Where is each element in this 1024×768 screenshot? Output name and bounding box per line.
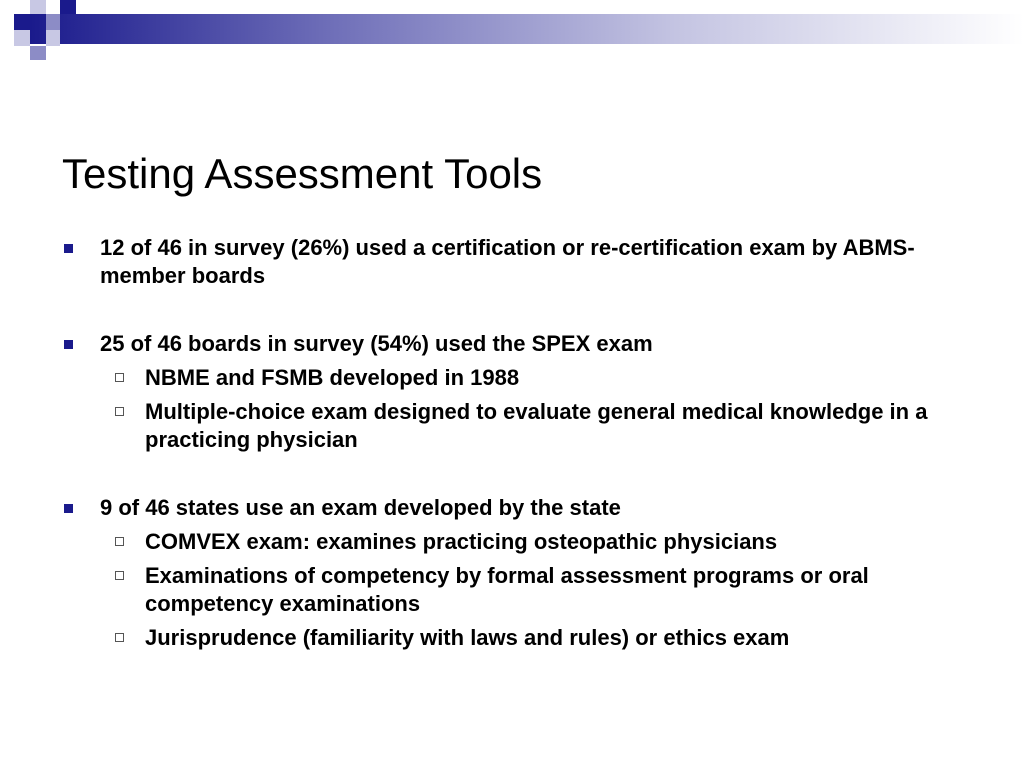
- sub-bullet-item: [145, 364, 965, 392]
- bullet-item: [100, 494, 968, 522]
- bullet-text: 25 of 46 boards in survey (54%) used the SPEX exam: [100, 331, 653, 356]
- bullet-list: [0, 234, 1024, 652]
- sub-bullet-item: [145, 624, 965, 652]
- sub-bullet-item: [145, 562, 965, 618]
- header-square-dark: [14, 14, 30, 30]
- sub-bullet-item: [145, 528, 965, 556]
- hollow-square-bullet-icon: [115, 407, 124, 416]
- header-square-dark-2: [60, 0, 76, 14]
- bullet-text: 9 of 46 states use an exam developed by the state: [100, 495, 621, 520]
- header-gradient-bar: [30, 14, 1024, 44]
- slide-title: Testing Assessment Tools: [62, 150, 543, 197]
- sub-bullet-text: NBME and FSMB developed in 1988: [145, 365, 520, 390]
- square-bullet-icon: [64, 340, 73, 349]
- hollow-square-bullet-icon: [115, 537, 124, 546]
- header-square-light: [30, 0, 46, 14]
- bullet-item: [100, 330, 968, 358]
- sub-bullet-text: Multiple-choice exam designed to evaluate general medical knowledge in a practicing physician: [145, 399, 928, 452]
- square-bullet-icon: [64, 244, 73, 253]
- header-square-mid: [46, 14, 60, 30]
- bullet-item: [100, 234, 968, 290]
- header-square-mid-2: [30, 46, 46, 60]
- hollow-square-bullet-icon: [115, 571, 124, 580]
- sub-bullet-text: COMVEX exam: examines practicing osteopathic physicians: [145, 529, 778, 554]
- hollow-square-bullet-icon: [115, 373, 124, 382]
- sub-bullet-text: Jurisprudence (familiarity with laws and rules) or ethics exam: [145, 625, 790, 650]
- hollow-square-bullet-icon: [115, 633, 124, 642]
- sub-bullet-text: Examinations of competency by formal assessment programs or oral competency examinations: [145, 563, 869, 616]
- bullet-text: 12 of 46 in survey (26%) used a certification or re-certification exam by ABMS-member boards: [100, 235, 915, 288]
- header-square-light-3: [46, 30, 60, 46]
- sub-bullet-item: [145, 398, 965, 454]
- header-square-light-2: [14, 30, 30, 46]
- square-bullet-icon: [64, 504, 73, 513]
